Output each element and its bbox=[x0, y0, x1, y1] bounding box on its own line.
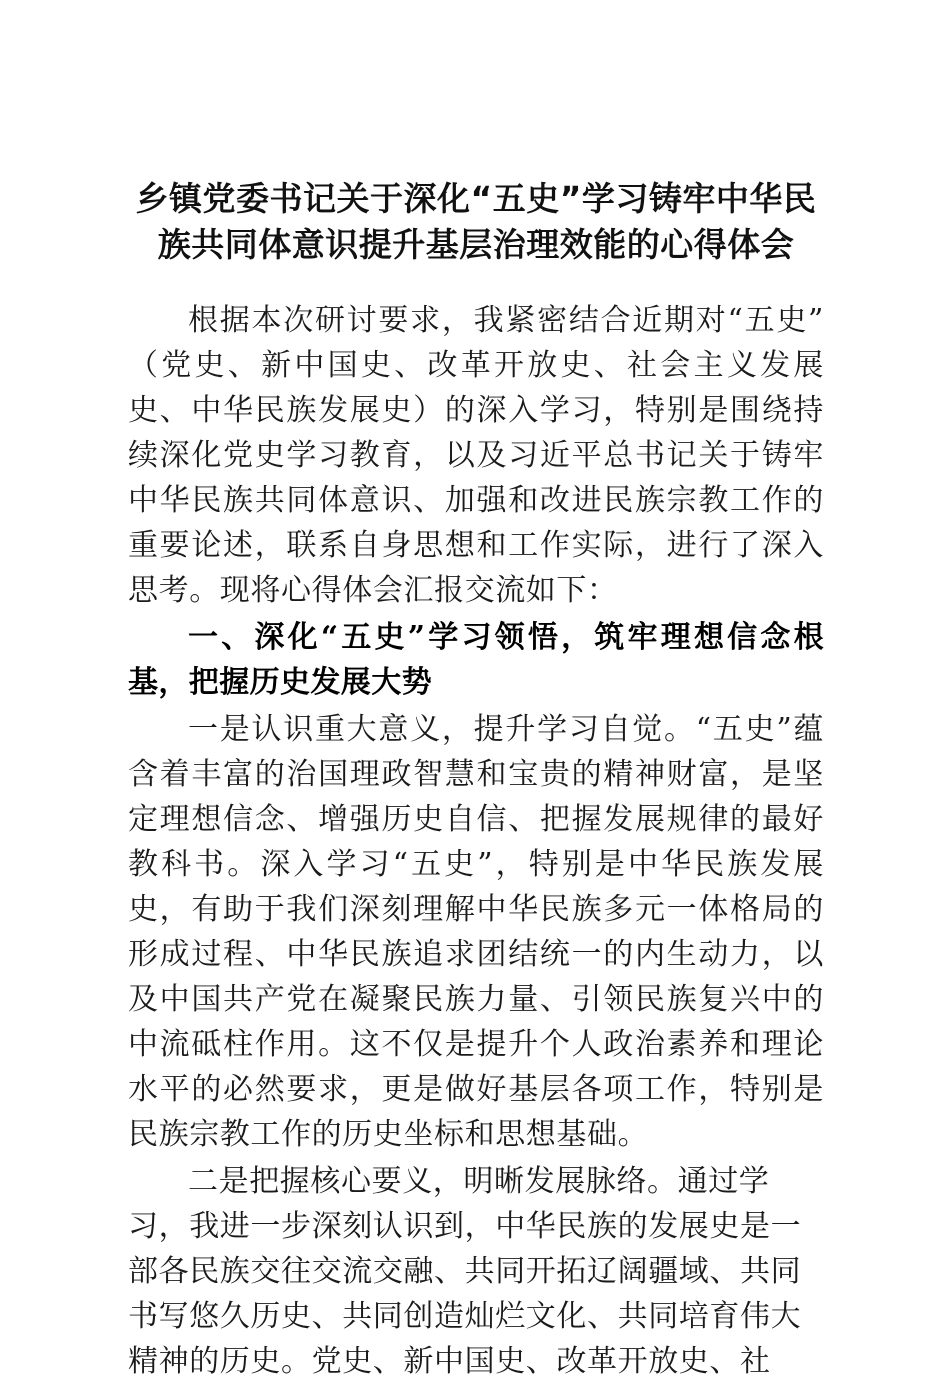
page-content bbox=[128, 176, 824, 1386]
point-two-paragraph: 二是把握核心要义，明晰发展脉络。通过学习，我进一步深刻认识到，中华民族的发展史是一部各民族交往交流交融、共同开拓辽阔疆域、共同书写悠久历史、共同创造灿烂文化、共同培育伟大精神的历史。党史、新中国史、改革开放史、社 bbox=[128, 1164, 802, 1379]
page-title: 乡镇党委书记关于深化“五史”学习铸牢中华民族共同体意识提升基层治理效能的心得体会 bbox=[135, 179, 817, 264]
section-heading-one: 一、深化“五史”学习领悟，筑牢理想信念根基，把握历史发展大势 bbox=[128, 620, 824, 700]
intro-paragraph: 根据本次研讨要求，我紧密结合近期对“五史”（党史、新中国史、改革开放史、社会主义发展史、中华民族发展史）的深入学习，特别是围绕持续深化党史学习教育，以及习近平总书记关于铸牢中华民族共同体意识、加强和改进民族宗教工作的重要论述，联系自身思想和工作实际，进行了深入思考。现将心得体会汇报交流如下： bbox=[128, 303, 824, 608]
point-one-paragraph: 一是认识重大意义，提升学习自觉。“五史”蕴含着丰富的治国理政智慧和宝贵的精神财富，是坚定理想信念、增强历史自信、把握发展规律的最好教科书。深入学习“五史”，特别是中华民族发展史，有助于我们深刻理解中华民族多元一体格局的形成过程、中华民族追求团结统一的内生动力，以及中国共产党在凝聚民族力量、引领民族复兴中的中流砥柱作用。这不仅是提升个人政治素养和理论水平的必然要求，更是做好基层各项工作，特别是民族宗教工作的历史坐标和思想基础。 bbox=[128, 712, 824, 1152]
